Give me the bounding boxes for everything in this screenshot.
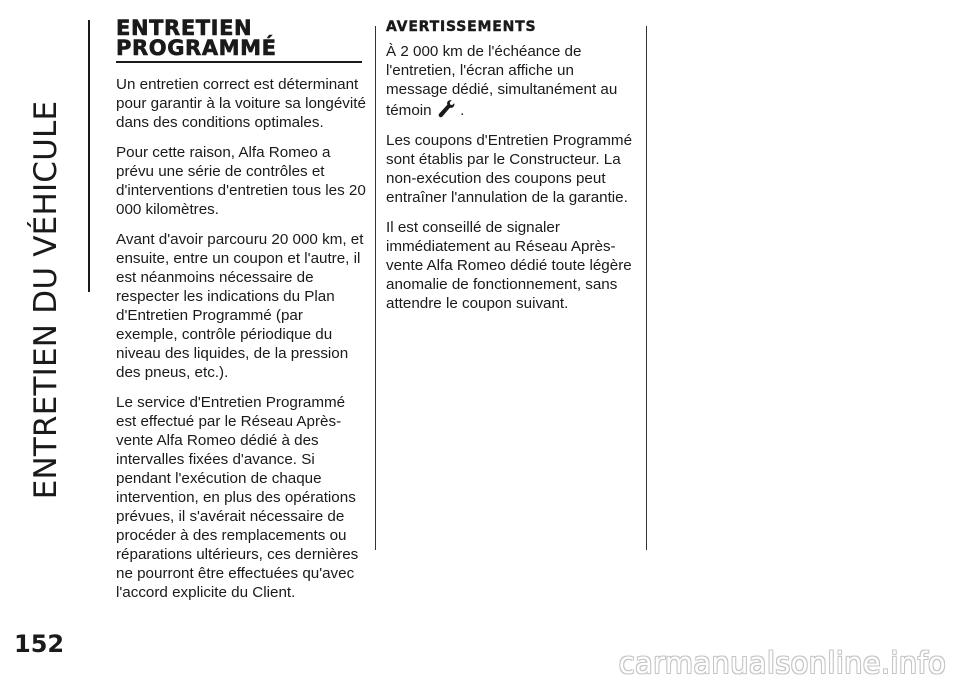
wrench-icon — [437, 99, 455, 119]
left-column — [116, 18, 366, 613]
warning-text: À 2 000 km de l'échéance de l'entretien, l'écran affiche un message dédié, simultanément au témoin — [386, 43, 618, 119]
warning-title: AVERTISSEMENTS — [386, 19, 537, 35]
paragraph: Les coupons d'Entretien Programmé sont établis par le Constructeur. La non-exécution des coupons peut entraîner l'annulation de la garantie. — [386, 132, 633, 206]
paragraph: Il est conseillé de signaler immédiatement au Réseau Après-vente Alfa Romeo dédié toute légère anomalie de fonctionnement, sans attendre le coupon suivant. — [386, 219, 632, 312]
section-title — [116, 18, 366, 58]
paragraph: Pour cette raison, Alfa Romeo a prévu une série de contrôles et d'interventions d'entretien tous les 20 000 kilomètres. — [116, 144, 366, 218]
section-title-line2: PROGRAMMÉ — [116, 36, 277, 60]
chapter-divider — [88, 20, 90, 292]
section-title-rule — [116, 61, 362, 63]
warning-paragraph — [386, 42, 638, 120]
page-number: 152 — [14, 630, 65, 658]
paragraph: Un entretien correct est déterminant pour garantir à la voiture sa longévité dans des conditions optimales. — [116, 76, 366, 131]
section-title-line1: ENTRETIEN — [116, 16, 253, 40]
watermark: carmanualsonline.info — [618, 646, 946, 680]
column-divider-left — [375, 26, 376, 550]
right-column — [386, 18, 638, 324]
warning-text-end: . — [460, 102, 465, 119]
paragraph: Le service d'Entretien Programmé est effectué par le Réseau Après-vente Alfa Romeo dédié à des intervalles fixées d'avance. Si pendant l'exécution de chaque intervention, en plus des opérations prévues, il s'avérait nécessaire de procéder à des remplacements ou réparations ultérieurs, ces dernières ne pourront être effectuées qu'avec l'accord explicite du Client. — [116, 394, 359, 601]
column-divider-right — [646, 26, 647, 550]
paragraph: Avant d'avoir parcouru 20 000 km, et ensuite, entre un coupon et l'autre, il est néanmoins nécessaire de respecter les indications du Plan d'Entretien Programmé (par exemple, contrôle périodique du niveau des liquides, de la pression des pneus, etc.). — [116, 231, 364, 381]
chapter-title: ENTRETIEN DU VÉHICULE — [28, 100, 64, 500]
